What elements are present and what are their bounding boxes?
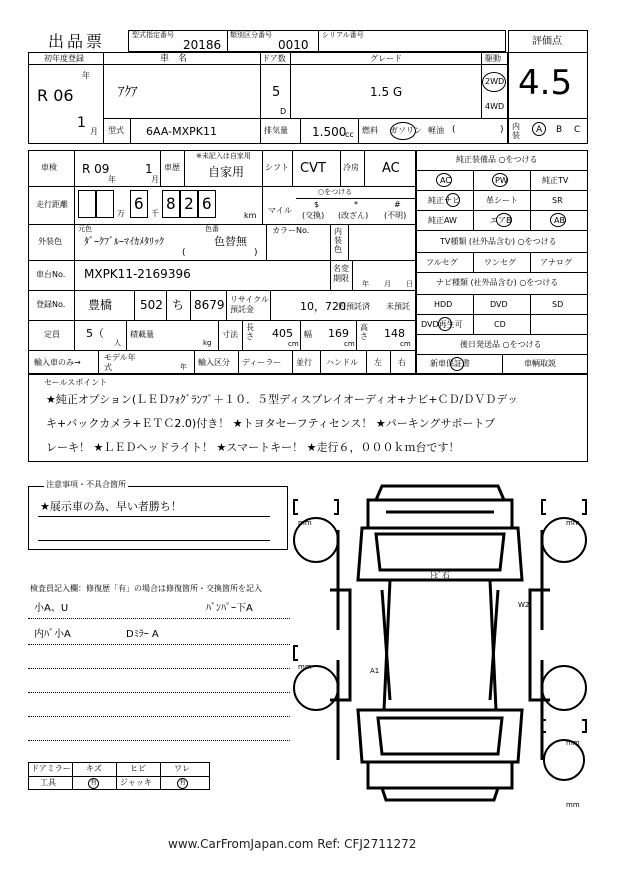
right-label: 右 — [398, 358, 406, 367]
table-tools: 工具 — [40, 778, 56, 787]
import-label: 輸入車のみ→ — [34, 358, 81, 367]
model-year-unit: 年 — [180, 363, 187, 371]
grade-value: 1.5 G — [370, 85, 403, 99]
equip-leather: 革シート — [486, 196, 518, 205]
interior-label: 内装 — [512, 122, 520, 140]
left-label: 左 — [374, 358, 382, 367]
vin-value: MXPK11-2169396 — [84, 267, 191, 281]
tv-fullseg: フルセグ — [426, 258, 458, 267]
later-title: 後日発送品 ○をつける — [460, 340, 542, 349]
sales-line-3: レーキ！ ★ＬＥＤヘッドライト！ ★スマートキー！ ★走行６，０００ｋｍ台です！ — [46, 441, 460, 454]
diagram-a1: A1 — [370, 667, 380, 675]
table-crack: ヒビ — [130, 764, 146, 773]
fuel-gas: ガソリン — [390, 126, 422, 135]
grade-label: グレード — [370, 54, 402, 63]
tv-title: TV種類 (社外品含む) ○をつける — [440, 237, 557, 246]
mileage-km: km — [244, 211, 257, 220]
table-break: ワレ — [174, 764, 190, 773]
equip-title: 純正装備品 ○をつける — [456, 155, 538, 164]
color-value: ﾀﾞｰｸﾌﾞﾙｰﾏｲｶﾒﾀﾘｯｸ — [84, 237, 164, 248]
navi-cd: CD — [494, 320, 506, 329]
tamper-label: (改ざん) — [338, 211, 369, 220]
navi-sd: SD — [552, 300, 564, 309]
tv-oneseg: ワンセグ — [484, 258, 516, 267]
diagram-w2: W2 — [518, 601, 530, 609]
wid-label: 幅 — [304, 330, 312, 339]
color-paren-close: ) — [254, 248, 258, 258]
hei-label: 高さ — [360, 323, 368, 341]
first-reg-label: 初年度登録 — [44, 54, 84, 63]
sales-label: セールスポイント — [44, 378, 108, 387]
mileage-man: 万 — [117, 209, 125, 218]
inspection-month-unit: 月 — [151, 175, 159, 184]
capacity-label: 定員 — [44, 330, 60, 339]
page-title: 出品票 — [48, 32, 106, 51]
color-no-value: 色替無 — [214, 235, 247, 248]
car-name-value: ｱｸｱ — [118, 85, 138, 100]
notes-label: 注意事項・不具合箇所 — [46, 480, 126, 489]
hei-unit: cm — [400, 340, 411, 348]
score-value: 4.5 — [518, 63, 573, 103]
inspection-year: R 09 — [82, 162, 110, 176]
recycle-unit: 円預託済 — [338, 302, 370, 311]
fuel-diesel: 軽油 — [428, 126, 444, 135]
drive-2wd-circle — [482, 72, 506, 92]
name-change-label: 名変期限 — [333, 264, 349, 283]
len-unit: cm — [288, 340, 299, 348]
vehicle-info-box — [28, 150, 416, 374]
shift-label: シフト — [265, 163, 289, 172]
navi-dvd-play: DVD再生可 — [421, 320, 463, 329]
doors-value: 5 — [272, 85, 281, 100]
later-warranty: 新車保証書 — [430, 359, 470, 368]
year-unit: 年 — [82, 71, 90, 80]
mileage-digit-3: 6 — [134, 194, 144, 213]
equip-aw: 純正AW — [428, 216, 457, 225]
navi-title: ナビ種類 (社外品含む) ○をつける — [436, 278, 559, 287]
usage-value: 自家用 — [208, 165, 245, 179]
import-class-label: 輸入区分 — [198, 358, 230, 367]
capacity-value: 5（ — [86, 327, 104, 340]
shift-value: CVT — [300, 161, 326, 176]
first-reg-year: R 06 — [37, 86, 74, 105]
displacement-value: 1.500 — [312, 125, 347, 139]
navi-hdd: HDD — [434, 300, 453, 309]
recycle-label: リサイクル預託金 — [230, 295, 269, 314]
aircon-label: 冷房 — [343, 163, 359, 172]
model-cert-label: 型式指定番号 — [132, 31, 174, 39]
tv-analog: アナログ — [540, 258, 572, 267]
table-jack-yes: 有 — [179, 778, 186, 786]
model-cert-value: 20186 — [183, 38, 222, 52]
class-value: 0010 — [278, 38, 309, 52]
mark-note: ○をつける — [318, 188, 353, 196]
dims-label: 寸法 — [222, 330, 238, 339]
table-tools-yes: 有 — [90, 778, 97, 786]
table-mirror: ドアミラー — [31, 764, 71, 773]
class-label: 類別区分番号 — [230, 31, 272, 39]
fuel-label: 燃料 — [362, 126, 378, 135]
first-reg-month: 1 — [77, 115, 86, 131]
steering-label: ハンドル — [326, 358, 358, 367]
orig-color-label: 元色 — [78, 225, 92, 233]
equip-ac: AC — [440, 176, 451, 185]
serial-label: シリアル番号 — [322, 31, 364, 39]
hei-value: 148 — [384, 327, 405, 340]
mm-spare: mm — [566, 801, 580, 809]
car-diagram — [290, 470, 590, 810]
capacity-unit: 人 — [114, 339, 121, 347]
load-unit: kg — [203, 339, 212, 347]
interior-color-label: 内装色 — [334, 227, 342, 254]
wid-unit: cm — [344, 340, 355, 348]
recycle-none: 未預託 — [386, 302, 410, 311]
aircon-value: AC — [382, 161, 400, 176]
drive-4wd: 4WD — [485, 102, 505, 111]
drive-label: 駆動 — [485, 54, 501, 63]
later-manual: 車輌取説 — [524, 359, 556, 368]
model-type-label: 型式 — [108, 126, 124, 135]
unknown-symbol: # — [394, 200, 401, 209]
wid-value: 169 — [328, 327, 349, 340]
model-year-label: モデル年式 — [104, 353, 136, 372]
equip-pw: PW — [495, 176, 508, 185]
color-no-label: 色番 — [205, 225, 219, 233]
mm-front-right: mm — [566, 519, 580, 527]
equip-navi: 純正ナビ — [428, 196, 460, 205]
doors-label: ドア数 — [262, 54, 286, 63]
mileage-label: 走行距離 — [36, 200, 68, 209]
name-change-month: 月 — [384, 280, 391, 288]
interior-a-circle — [532, 122, 546, 136]
mileage-digit-5: 2 — [184, 194, 194, 213]
inspector-note-1a: 小A、U — [34, 603, 69, 614]
fuel-gas-circle — [390, 122, 416, 140]
inspection-label: 車検 — [41, 163, 57, 172]
notes-line-1: ★展示車の為、早い者勝ち！ — [40, 500, 182, 513]
mileage-type-label: マイル — [268, 206, 292, 215]
color-paren-open: ( — [182, 248, 186, 258]
equip-tv: 純正TV — [542, 176, 569, 185]
inspector-note-2b: Dﾐﾗｰ A — [126, 629, 159, 640]
displacement-unit: cc — [345, 130, 354, 139]
equip-sr: SR — [552, 196, 563, 205]
load-label: 積載量 — [130, 330, 154, 339]
unknown-label: (不明) — [384, 211, 407, 220]
vin-label: 車台No. — [36, 270, 66, 279]
inspection-month: 1 — [145, 162, 153, 176]
exch-symbol: $ — [314, 200, 320, 209]
reg-area: 豊橋 — [88, 298, 113, 312]
usage-label: 車歴 — [164, 163, 180, 172]
doors-sub: D — [280, 107, 287, 116]
interior-b: B — [556, 125, 563, 135]
interior-a: A — [536, 125, 543, 135]
dealer-label: ディーラー — [242, 358, 282, 367]
month-unit: 月 — [90, 127, 98, 136]
score-label: 評価点 — [532, 36, 562, 47]
sales-line-2: キ+バックカメラ+ＥＴＣ2.0)付き！ ★トヨタセーフティセンス！ ★パーキングサポートブ — [46, 417, 496, 430]
name-change-year: 年 — [362, 280, 369, 288]
tamper-symbol: * — [354, 200, 358, 209]
mileage-sen: 千 — [151, 209, 159, 218]
len-label: 長さ — [246, 323, 254, 341]
color-label: 外装色 — [38, 237, 62, 246]
sales-line-1: ★純正オプション(ＬＥＤﾌｫｸﾞﾗﾝﾌﾟ＋１０．５型ディスプレイオーディオ+ナビ+ＣＤ/ＤＶＤデッ — [46, 393, 518, 406]
footer-ref: www.CarFromJapan.com Ref: CFJ2711272 — [168, 837, 417, 851]
table-scratch: キズ — [86, 764, 102, 773]
len-value: 405 — [272, 327, 293, 340]
recycle-value: 10，720 — [300, 300, 346, 313]
model-type-value: 6AA-MXPK11 — [146, 125, 217, 138]
equip-ab: AB — [554, 216, 565, 225]
displacement-label: 排気量 — [264, 126, 288, 135]
equip-airbag: エアB — [490, 216, 512, 225]
parallel-label: 並行 — [296, 358, 312, 367]
inspection-year-unit: 年 — [108, 175, 116, 184]
inspector-note-2a: 内ﾊﾞ小A — [34, 629, 71, 640]
reg-label: 登録No. — [36, 300, 66, 309]
navi-dvd: DVD — [490, 300, 508, 309]
interior-c: C — [574, 125, 581, 135]
mm-front-left: mm — [298, 519, 312, 527]
reg-class: 502 — [140, 298, 163, 312]
reg-kana: ち — [172, 298, 185, 312]
inspector-label: 検査員記入欄：修復歴「有」の場合は修復箇所・交換箇所を記入 — [30, 584, 262, 593]
exch-label: (交換) — [302, 211, 325, 220]
reg-number: 8679 — [194, 298, 225, 312]
inspector-note-1b: ﾊﾞﾝﾊﾟｰ下A — [206, 603, 253, 614]
color-code-label: カラーNo. — [272, 226, 310, 235]
mileage-digit-4: 8 — [166, 194, 176, 213]
car-name-label: 車 名 — [160, 54, 188, 64]
mileage-digit-6: 6 — [202, 194, 212, 213]
table-jack: ジャッキ — [120, 778, 152, 787]
usage-note: ※未記入は自家用 — [196, 152, 251, 160]
diagram-roof-mark: ﾄﾋﾞ石 — [430, 571, 450, 580]
drive-2wd: 2WD — [485, 77, 505, 86]
name-change-day: 日 — [406, 280, 413, 288]
mm-rear-right: mm — [566, 739, 580, 747]
mm-rear-left: mm — [298, 663, 312, 671]
